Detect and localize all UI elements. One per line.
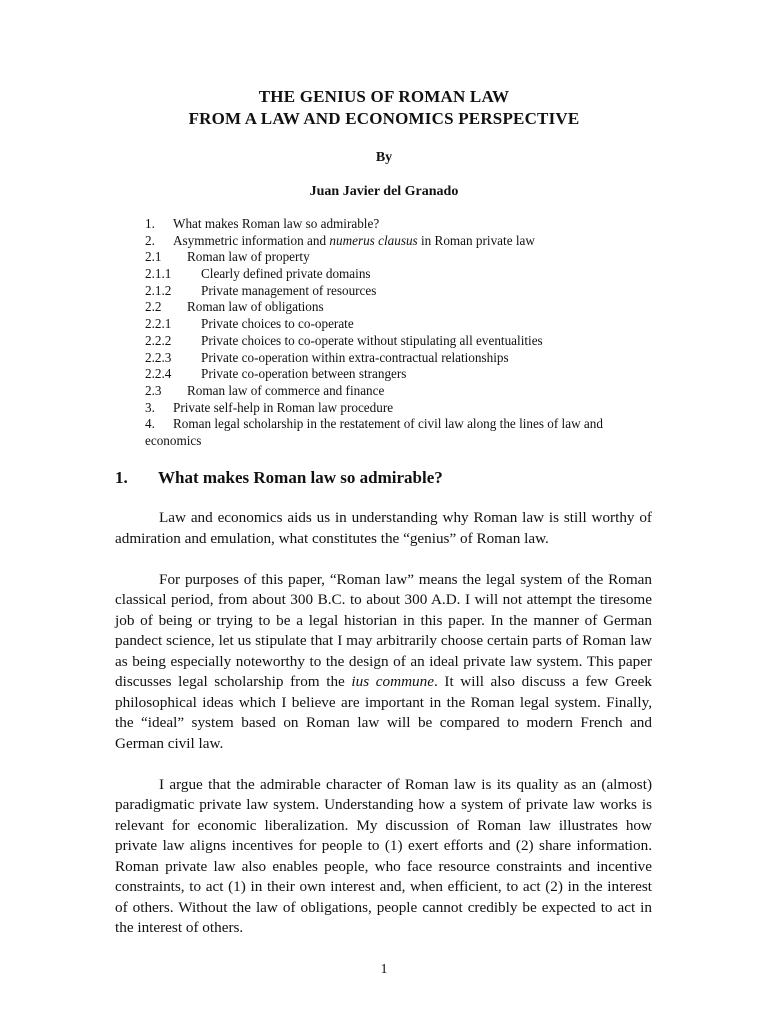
paragraph xyxy=(115,570,652,755)
section-title: What makes Roman law so admirable? xyxy=(158,468,443,487)
toc-text: Roman law of obligations xyxy=(187,299,324,315)
toc-item xyxy=(145,333,645,350)
toc-text: Private choices to co-operate xyxy=(201,316,354,332)
paragraph: Law and economics aids us in understanding why Roman law is still worthy of admiration and emulation, what constitutes the “genius” of Roman law. xyxy=(115,509,652,547)
toc-number: 2.2 xyxy=(145,299,162,315)
toc-number: 2.2.2 xyxy=(145,332,172,348)
toc-text-emphasis: numerus clausus xyxy=(329,232,418,248)
toc-text: Private self-help in Roman law procedure xyxy=(173,399,394,415)
toc-text: Roman legal scholarship in the restatement of civil law along the lines of law and economics xyxy=(145,416,603,448)
toc-item xyxy=(145,350,645,367)
page-number: 1 xyxy=(380,962,388,977)
toc-text: Private co-operation between strangers xyxy=(201,366,407,382)
toc-number: 2.1.2 xyxy=(145,282,172,298)
toc-number: 2. xyxy=(145,232,155,248)
paragraph-text: . It will also discuss a few Greek philosophical ideas which I believe are important in the Roman legal system. Finally, the “ideal” system based on Roman law will be compared to modern French and German civil law. xyxy=(115,673,652,752)
toc-item xyxy=(145,216,645,233)
section-number: 1. xyxy=(115,468,128,487)
toc-text: Clearly defined private domains xyxy=(201,266,371,282)
author-name: Juan Javier del Granado xyxy=(309,184,459,199)
section-heading xyxy=(115,468,443,488)
toc-text-part: in Roman private law xyxy=(417,232,535,248)
toc-number: 2.3 xyxy=(145,382,162,398)
toc-item xyxy=(145,233,645,250)
toc-text: What makes Roman law so admirable? xyxy=(173,216,380,231)
toc-number: 2.1 xyxy=(145,249,162,265)
toc-number: 2.2.4 xyxy=(145,366,172,382)
toc-item xyxy=(145,416,645,449)
toc-item xyxy=(145,283,645,300)
toc-text xyxy=(173,233,645,250)
toc-item xyxy=(145,316,645,333)
toc-number: 3. xyxy=(145,399,155,415)
toc-text: Private choices to co-operate without stipulating all eventualities xyxy=(201,332,543,348)
byline: By xyxy=(375,150,393,165)
toc-number: 2.2.3 xyxy=(145,349,172,365)
toc-text: Private co-operation within extra-contractual relationships xyxy=(201,349,509,365)
toc-item xyxy=(145,366,645,383)
toc-text: Private management of resources xyxy=(201,282,377,298)
toc-number: 2.2.1 xyxy=(145,316,172,332)
paragraph-text: For purposes of this paper, “Roman law” means the legal system of the Roman classical period, from about 300 B.C. to about 300 A.D. I will not attempt the tiresome job of being or trying to be a legal historian in this paper. In the manner of German pandect science, let us stipulate that I may arbitrarily choose certain parts of Roman law as being especially noteworthy to the design of an ideal private law system. This paper discusses legal scholarship from the xyxy=(115,570,652,690)
document-title xyxy=(0,86,768,130)
toc-item xyxy=(145,249,645,266)
toc-text: Roman law of commerce and finance xyxy=(187,382,385,398)
toc-number: 4. xyxy=(145,416,155,432)
title-line-2: FROM A LAW AND ECONOMICS PERSPECTIVE xyxy=(188,109,580,128)
table-of-contents xyxy=(145,216,645,450)
paragraph-emphasis: ius commune xyxy=(351,673,434,690)
toc-text-part: Asymmetric information and xyxy=(173,232,330,248)
toc-number: 1. xyxy=(145,216,155,231)
toc-item xyxy=(145,266,645,283)
toc-item xyxy=(145,299,645,316)
toc-number: 2.1.1 xyxy=(145,266,172,282)
toc-text: Roman law of property xyxy=(187,249,310,265)
title-line-1: THE GENIUS OF ROMAN LAW xyxy=(258,87,510,106)
paragraph: I argue that the admirable character of Roman law is its quality as an (almost) paradigmatic private law system. Understanding how a system of private law works is relevant for economic liberalization. My discussion of Roman law illustrates how private law aligns incentives for people to (1) exert efforts and (2) share information. Roman private law also enables people, who face resource constraints and incentive constraints, to act (1) in their own interest and, when efficient, to act (2) in the interest of others. Without the law of obligations, people cannot credibly be expected to act in the interest of others. xyxy=(115,775,652,936)
body-text xyxy=(115,508,652,959)
toc-item xyxy=(145,383,645,400)
toc-item xyxy=(145,400,645,417)
